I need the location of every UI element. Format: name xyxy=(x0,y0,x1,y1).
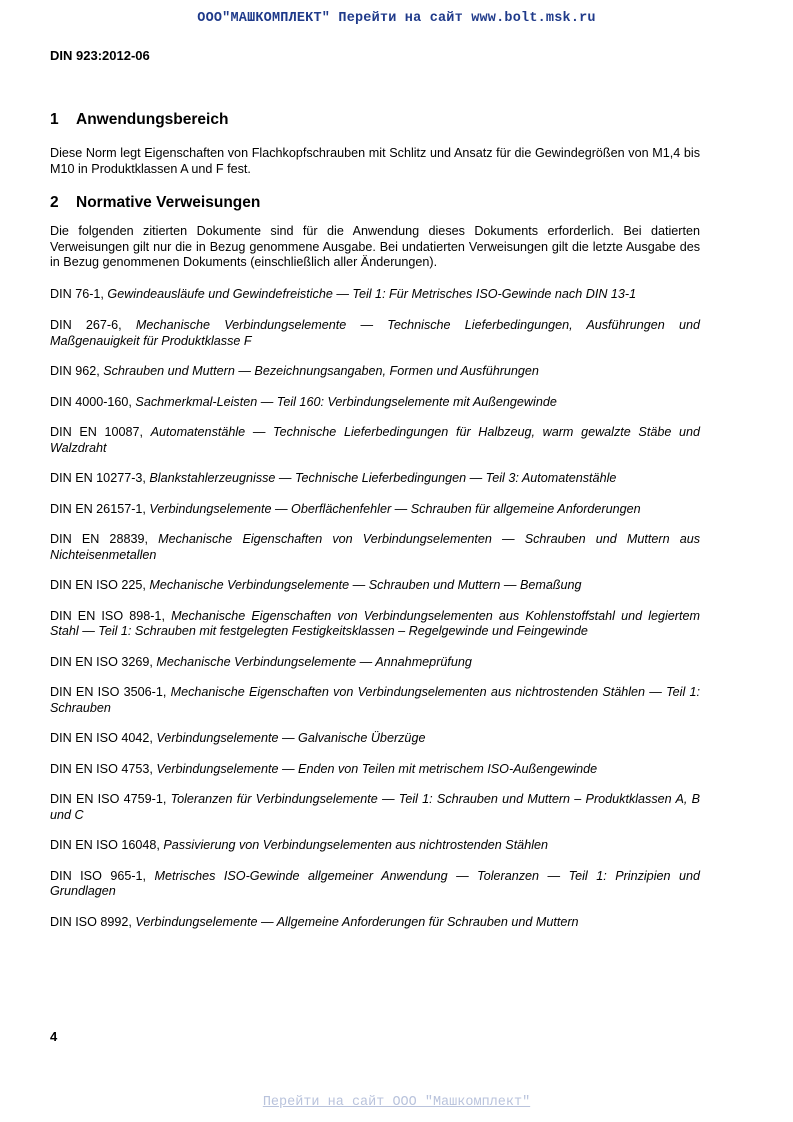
reference-code: DIN ISO 965-1, xyxy=(50,868,147,883)
reference-code: DIN 962, xyxy=(50,364,100,378)
reference-code: DIN 267-6, xyxy=(50,318,122,332)
reference-item xyxy=(50,685,700,716)
reference-title: Mechanische Eigenschaften von Verbindungselementen aus nichtrostenden Stählen — Teil 1: Schrauben xyxy=(50,685,701,715)
reference-title: Blankstahlerzeugnisse — Technische Lieferbedingungen — Teil 3: Automatenstähle xyxy=(149,471,617,485)
reference-title: Verbindungselemente — Oberflächenfehler — Schrauben für allgemeine Anforderungen xyxy=(149,501,641,516)
reference-code: DIN 76-1, xyxy=(50,286,104,301)
section-1-number: 1 xyxy=(50,111,59,128)
reference-code: DIN EN 10087, xyxy=(50,425,143,439)
section-2-title: Normative Verweisungen xyxy=(76,194,261,211)
reference-code: DIN EN 28839, xyxy=(50,532,148,546)
reference-item xyxy=(50,915,700,931)
reference-item xyxy=(50,655,700,671)
reference-title: Sachmerkmal-Leisten — Teil 160: Verbindungselemente mit Außengewinde xyxy=(135,394,557,409)
reference-item xyxy=(50,502,700,518)
reference-item xyxy=(50,578,700,594)
reference-item xyxy=(50,425,700,456)
reference-code: DIN EN ISO 4753, xyxy=(50,761,153,776)
reference-item xyxy=(50,869,700,900)
reference-item xyxy=(50,287,700,303)
reference-code: DIN EN ISO 3506-1, xyxy=(50,685,167,699)
reference-code: DIN EN ISO 898-1, xyxy=(50,608,165,623)
reference-item xyxy=(50,364,700,380)
reference-code: DIN EN ISO 16048, xyxy=(50,838,160,852)
reference-title: Automatenstähle — Technische Lieferbedingungen für Halbzeug, warm gewalzte Stäbe und Walzdraht xyxy=(50,425,700,455)
reference-title: Toleranzen für Verbindungselemente — Teil 1: Schrauben und Muttern – Produktklassen A, B und C xyxy=(50,792,700,822)
reference-item xyxy=(50,792,700,823)
reference-item xyxy=(50,471,700,487)
reference-list xyxy=(50,287,700,931)
reference-code: DIN EN ISO 4759-1, xyxy=(50,792,167,806)
section-2-intro: Die folgenden zitierten Dokumente sind für die Anwendung dieses Dokuments erforderlich. Bei datierten Verweisungen gilt nur die in Bezug genommene Ausgabe. Bei undatierten Verweisungen gilt die letzte Ausgabe des in Bezug genommenen Dokuments (einschließlich aller Änderungen). xyxy=(50,224,700,269)
reference-item xyxy=(50,762,700,778)
reference-title: Verbindungselemente — Galvanische Überzüge xyxy=(156,731,426,745)
reference-title: Mechanische Eigenschaften von Verbindungselementen aus Kohlenstoffstahl und legiertem Stahl — Teil 1: Schrauben mit festgelegten Festigkeitsklassen – Regelgewinde und Feingewinde xyxy=(50,608,700,638)
reference-title: Gewindeausläufe und Gewindefreistiche — Teil 1: Für Metrisches ISO-Gewinde nach DIN 13-1 xyxy=(107,286,637,301)
section-1-heading xyxy=(50,110,700,130)
reference-item xyxy=(50,609,700,640)
reference-code: DIN EN 10277-3, xyxy=(50,471,146,485)
section-1-text: Diese Norm legt Eigenschaften von Flachkopfschrauben mit Schlitz und Ansatz für die Gewindegrößen von M1,4 bis M10 in Produktklassen A und F fest. xyxy=(50,146,700,176)
site-banner-link[interactable]: ООО"МАШКОМПЛЕКТ" Перейти на сайт www.bolt.msk.ru xyxy=(197,11,596,26)
document-content xyxy=(50,110,700,930)
reference-title: Mechanische Verbindungselemente — Technische Lieferbedingungen, Ausführungen und Maßgenauigkeit für Produktklasse F xyxy=(50,318,700,348)
reference-title: Verbindungselemente — Allgemeine Anforderungen für Schrauben und Muttern xyxy=(135,914,579,929)
reference-code: DIN 4000-160, xyxy=(50,394,132,409)
section-2-number: 2 xyxy=(50,194,59,211)
document-id: DIN 923:2012-06 xyxy=(50,48,150,63)
section-2-heading xyxy=(50,193,700,213)
reference-code: DIN EN ISO 4042, xyxy=(50,731,153,745)
reference-title: Mechanische Verbindungselemente — Annahmeprüfung xyxy=(156,654,472,669)
reference-item xyxy=(50,318,700,349)
reference-code: DIN ISO 8992, xyxy=(50,914,132,929)
reference-title: Mechanische Eigenschaften von Verbindungselementen — Schrauben und Muttern aus Nichteisenmetallen xyxy=(50,532,701,562)
reference-title: Schrauben und Muttern — Bezeichnungsangaben, Formen und Ausführungen xyxy=(103,364,539,378)
reference-title: Verbindungselemente — Enden von Teilen mit metrischem ISO-Außengewinde xyxy=(156,761,598,776)
reference-code: DIN EN ISO 225, xyxy=(50,578,146,592)
reference-item xyxy=(50,532,700,563)
reference-title: Passivierung von Verbindungselementen aus nichtrostenden Stählen xyxy=(163,838,549,852)
reference-title: Metrisches ISO-Gewinde allgemeiner Anwendung — Toleranzen — Teil 1: Prinzipien und Grundlagen xyxy=(50,868,700,898)
section-1-title: Anwendungsbereich xyxy=(76,111,229,128)
reference-title: Mechanische Verbindungselemente — Schrauben und Muttern — Bemaßung xyxy=(149,578,582,592)
reference-item xyxy=(50,838,700,854)
reference-item xyxy=(50,731,700,747)
reference-code: DIN EN 26157-1, xyxy=(50,501,146,516)
reference-code: DIN EN ISO 3269, xyxy=(50,654,153,669)
page-number: 4 xyxy=(50,1029,58,1044)
bottom-site-link[interactable]: Перейти на сайт ООО "Машкомплект" xyxy=(262,1095,531,1110)
reference-item xyxy=(50,395,700,411)
